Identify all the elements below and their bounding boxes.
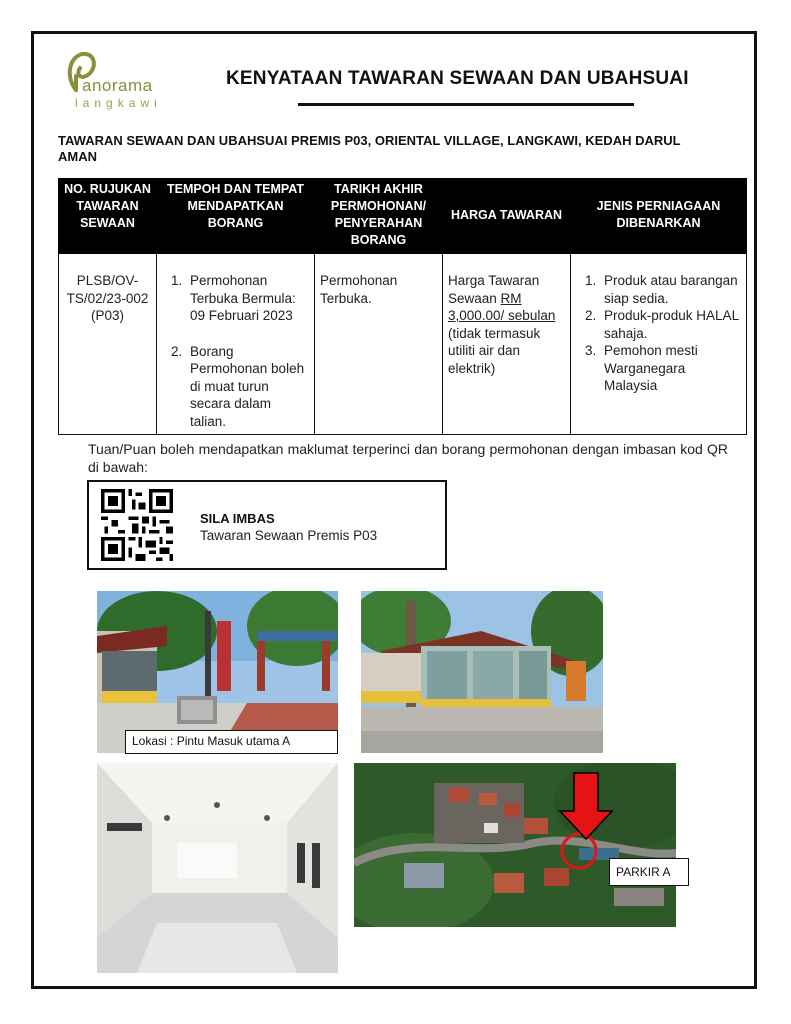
list-item: 2. Produk-produk HALAL sahaja. [600, 307, 741, 342]
qr-subtitle: Tawaran Sewaan Premis P03 [200, 528, 378, 543]
table-row [59, 254, 747, 435]
list-item: 1. Produk atau barangan siap sedia. [600, 272, 741, 307]
reference-cell: PLSB/OV-TS/02/23-002 (P03) [59, 254, 157, 435]
table-header: TARIKH AKHIR PERMOHONAN/ PENYERAHAN BORANG [315, 179, 443, 254]
intro-text: Tuan/Puan boleh mendapatkan maklumat terperinci dan borang permohonan dengan imbasan kod QR di bawah: [88, 441, 728, 475]
parking-caption: PARKIR A [609, 858, 689, 886]
price-prefix: Harga Tawaran Sewaan [448, 273, 540, 306]
qr-box [87, 480, 447, 570]
entrance-photo [97, 591, 338, 753]
aerial-photo [354, 763, 676, 927]
entrance-caption: Lokasi : Pintu Masuk utama A [125, 730, 338, 754]
list-item: 1. Permohonan Terbuka Bermula: 09 Februari 2023 [186, 272, 309, 325]
building-photo [361, 591, 603, 753]
interior-photo [97, 763, 338, 973]
business-type-cell [571, 254, 747, 435]
price-cell [443, 254, 571, 435]
document-subtitle: TAWARAN SEWAAN DAN UBAHSUAI PREMIS P03, ORIENTAL VILLAGE, LANGKAWI, KEDAH DARUL AMAN [58, 133, 681, 164]
list-item: 2. Borang Permohonan boleh di muat turun secara dalam talian. [186, 343, 309, 431]
deadline-cell: Permohonan Terbuka. [315, 254, 443, 435]
table-header: NO. RUJUKAN TAWARAN SEWAAN [59, 179, 157, 254]
logo-wordmark: anorama [82, 76, 153, 95]
price-suffix: (tidak termasuk utiliti air dan elektrik) [448, 325, 541, 376]
list-item: 3. Pemohon mesti Warganegara Malaysia [600, 342, 741, 395]
table-header: HARGA TAWARAN [443, 179, 571, 254]
title-underline [298, 103, 634, 106]
table-header: JENIS PERNIAGAAN DIBENARKAN [571, 179, 747, 254]
price-amount: RM 3,000.00/ sebulan [448, 290, 556, 323]
qr-code-icon[interactable] [101, 489, 173, 561]
document-title: KENYATAAN TAWARAN SEWAAN DAN UBAHSUAI [226, 68, 689, 89]
table-header: TEMPOH DAN TEMPAT MENDAPATKAN BORANG [157, 179, 315, 254]
table-header-row [59, 179, 747, 254]
logo-subtext: langkawi [75, 96, 162, 110]
offer-table [58, 178, 747, 435]
qr-title: SILA IMBAS [200, 511, 275, 526]
period-cell [157, 254, 315, 435]
